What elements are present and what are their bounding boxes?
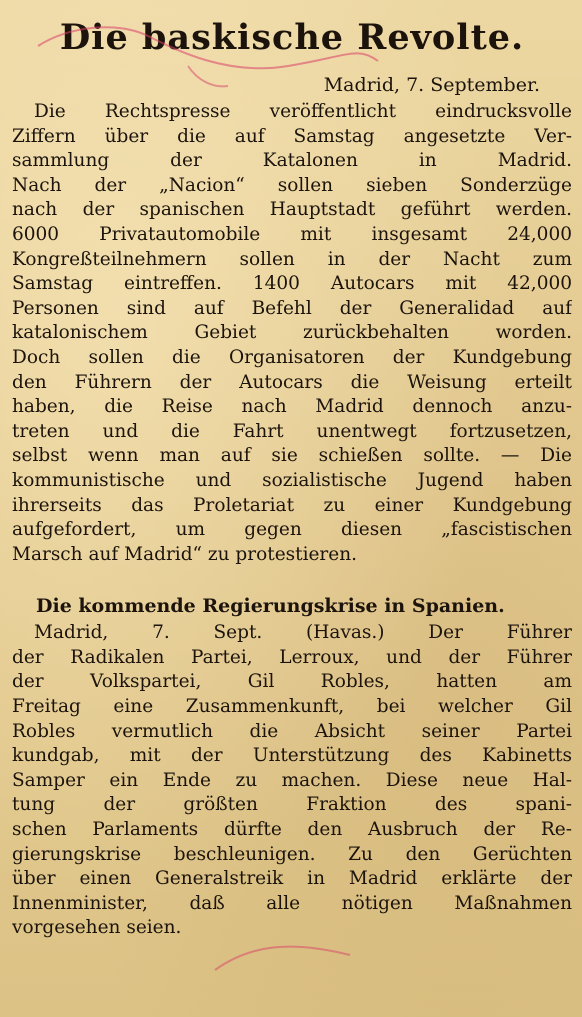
article-separator	[12, 567, 572, 591]
text-line: Personen sind auf Befehl der Generalidad auf	[12, 297, 572, 319]
text-line: der Volkspartei, Gil Robles, hatten am	[12, 671, 572, 693]
dateline	[12, 70, 572, 100]
text-line: Innenminister, daß alle nötigen Maßnahmen	[12, 892, 572, 914]
text-line: Ziffern über die auf Samstag angesetzte Ver-	[12, 125, 572, 147]
text-line: ihrerseits das Proletariat zu einer Kundgebung	[12, 494, 572, 516]
text-line: Die Rechtspresse veröffentlicht eindrucksvolle	[34, 101, 572, 122]
article2-body	[12, 621, 572, 941]
text-line: selbst wenn man auf sie schießen sollte. — Die	[12, 445, 572, 467]
text-line: gierungskrise beschleunigen. Zu den Gerüchten	[12, 843, 572, 865]
article1-body	[12, 100, 572, 567]
dateline-text: Madrid, 7. September.	[323, 74, 540, 96]
text-line: 6000 Privatautomobile mit insgesamt 24,000	[12, 223, 572, 245]
text-line: kundgab, mit der Unterstützung des Kabinetts	[12, 745, 572, 767]
text-line: nach der spanischen Hauptstadt geführt werden.	[12, 199, 572, 221]
text-line: kommunistische und sozialistische Jugend haben	[12, 469, 572, 491]
text-line: über einen Generalstreik in Madrid erklärte der	[12, 868, 572, 890]
text-line: Madrid, 7. Sept. (Havas.) Der Führer	[34, 622, 572, 644]
text-line: Samstag eintreffen. 1400 Autocars mit 42,000	[12, 273, 572, 295]
text-line: sammlung der Katalonen in Madrid.	[12, 150, 572, 172]
text-line: tung der größten Fraktion des spani-	[12, 794, 572, 816]
text-line: aufgefordert, um gegen diesen „fascistischen	[12, 519, 572, 541]
text-line: Robles vermutlich die Absicht seiner Partei	[12, 720, 572, 742]
text-line: der Radikalen Partei, Lerroux, und der Führer	[12, 646, 572, 668]
text-line: Nach der „Nacion“ sollen sieben Sonderzüge	[12, 174, 572, 196]
headline-baskische-revolte: Die baskische Revolte.	[59, 17, 525, 58]
text-line: haben, die Reise nach Madrid dennoch anzu-	[12, 396, 572, 418]
red-pencil-mark-bottom	[210, 935, 360, 985]
text-line: Freitag eine Zusammenkunft, bei welcher Gil	[12, 696, 572, 718]
text-line: treten und die Fahrt unentwegt fortzusetzen,	[12, 420, 572, 442]
text-line: vorgesehen seien.	[12, 917, 182, 939]
text-line: den Führern der Autocars die Weisung erteilt	[12, 371, 572, 393]
text-line: schen Parlaments dürfte den Ausbruch der Re-	[12, 819, 572, 841]
text-line: katalonischem Gebiet zurückbehalten worden.	[12, 322, 572, 344]
text-line: Marsch auf Madrid“ zu protestieren.	[12, 543, 358, 565]
text-line: Doch sollen die Organisatoren der Kundgebung	[12, 346, 572, 368]
text-line: Samper ein Ende zu machen. Diese neue Hal-	[12, 769, 572, 791]
headline-regierungskrise: Die kommende Regierungskrise in Spanien.	[36, 595, 505, 618]
text-line: Kongreßteilnehmern sollen in der Nacht zum	[12, 248, 572, 270]
